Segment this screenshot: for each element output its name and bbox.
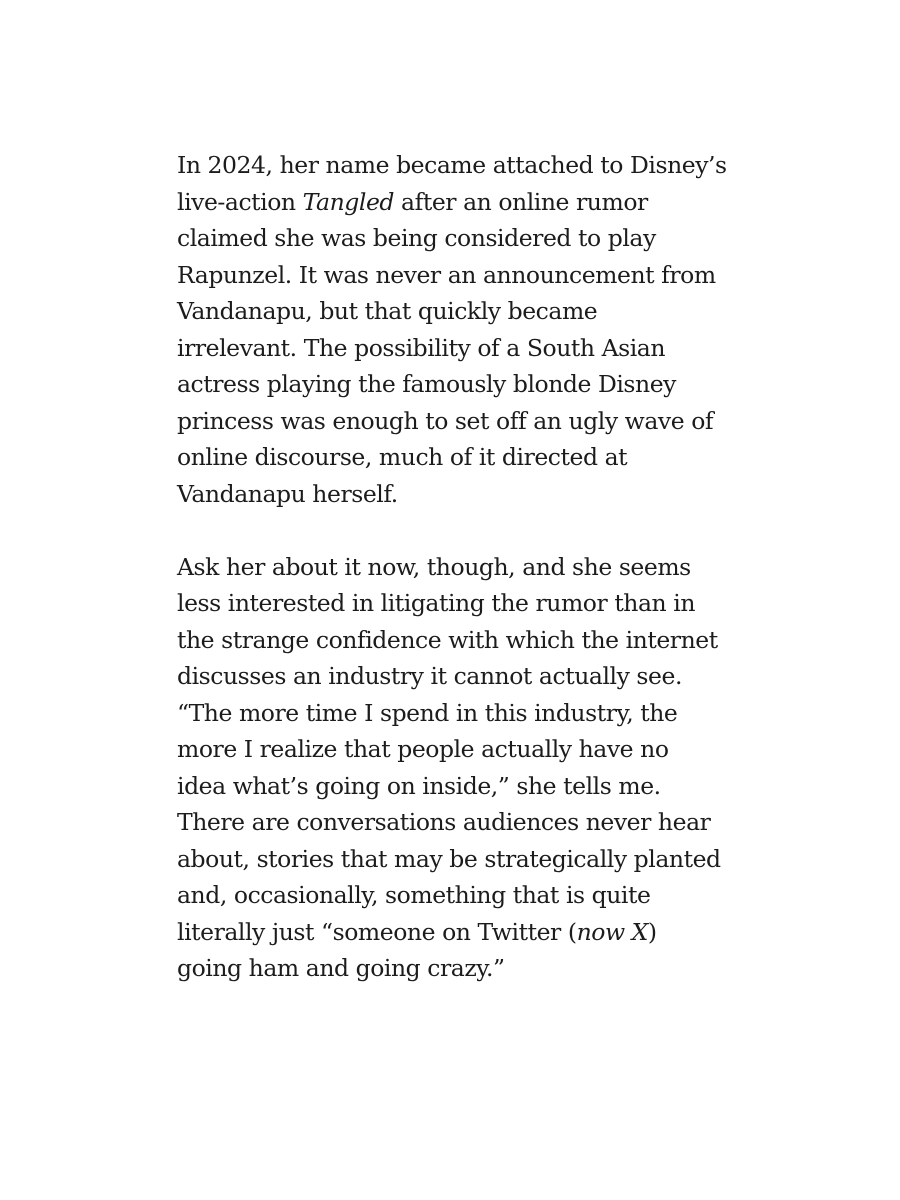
text-line bbox=[177, 330, 737, 367]
text-segment: the strange confidence with which the internet bbox=[177, 625, 718, 654]
text-segment: Ask her about it now, though, and she seems bbox=[177, 552, 691, 581]
text-segment: princess was enough to set off an ugly wave of bbox=[177, 406, 714, 435]
text-segment: Rapunzel. It was never an announcement from bbox=[177, 260, 716, 289]
text-segment: There are conversations audiences never hear bbox=[177, 808, 711, 836]
text-line bbox=[177, 293, 737, 330]
text-line bbox=[177, 549, 737, 586]
text-segment: about, stories that may be strategically planted bbox=[177, 844, 721, 873]
text-line bbox=[177, 184, 737, 221]
text-segment: less interested in litigating the rumor than in bbox=[177, 589, 696, 617]
text-segment: Vandanapu herself. bbox=[177, 479, 398, 508]
paragraph bbox=[177, 549, 737, 987]
text-line bbox=[177, 476, 737, 513]
text-segment: more I realize that people actually have no bbox=[177, 735, 669, 763]
text-line bbox=[177, 914, 737, 951]
article-body bbox=[177, 147, 737, 987]
text-segment: actress playing the famously blonde Disney bbox=[177, 370, 677, 398]
text-line bbox=[177, 950, 737, 987]
text-line bbox=[177, 695, 737, 732]
text-line bbox=[177, 768, 737, 805]
text-line bbox=[177, 658, 737, 695]
paragraph bbox=[177, 147, 737, 512]
text-segment: claimed she was being considered to play bbox=[177, 224, 656, 252]
text-segment: online discourse, much of it directed at bbox=[177, 443, 628, 471]
text-line bbox=[177, 220, 737, 257]
text-line bbox=[177, 804, 737, 841]
text-segment: irrelevant. The possibility of a South Asian bbox=[177, 333, 666, 362]
text-segment: literally just “someone on Twitter ( bbox=[177, 917, 577, 946]
text-line bbox=[177, 403, 737, 440]
text-line bbox=[177, 731, 737, 768]
italic-text: Tangled bbox=[302, 187, 394, 216]
text-line bbox=[177, 147, 737, 184]
text-line bbox=[177, 439, 737, 476]
text-segment: after an online rumor bbox=[394, 187, 648, 216]
text-segment: discusses an industry it cannot actually see. bbox=[177, 662, 682, 690]
text-segment: In 2024, her name became attached to Disney’s bbox=[177, 151, 727, 179]
text-segment: ) bbox=[647, 917, 657, 946]
text-segment: Vandanapu, but that quickly became bbox=[177, 297, 598, 325]
text-line bbox=[177, 622, 737, 659]
text-line bbox=[177, 585, 737, 622]
italic-text: now X bbox=[576, 917, 648, 946]
text-segment: going ham and going crazy.” bbox=[177, 954, 505, 982]
text-line bbox=[177, 841, 737, 878]
text-segment: idea what’s going on inside,” she tells me. bbox=[177, 771, 661, 800]
text-segment: “The more time I spend in this industry, the bbox=[177, 698, 678, 727]
text-line bbox=[177, 366, 737, 403]
text-segment: and, occasionally, something that is quite bbox=[177, 881, 651, 909]
text-line bbox=[177, 877, 737, 914]
text-line bbox=[177, 257, 737, 294]
text-segment: live-action bbox=[177, 187, 303, 216]
